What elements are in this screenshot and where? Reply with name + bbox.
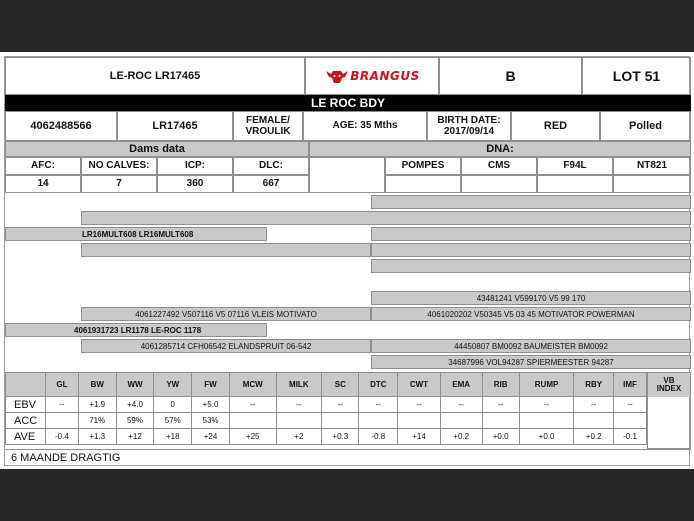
acc-row-label: ACC [6, 413, 46, 429]
ave-cell: +2 [276, 429, 322, 445]
birth-date: BIRTH DATE: 2017/09/14 [427, 111, 511, 141]
dams-label-calves: NO CALVES: [81, 157, 157, 175]
dna-value-f94l [537, 175, 613, 193]
bull-head-icon [324, 67, 350, 85]
ebv-cell: -- [574, 397, 614, 413]
sire: LR16MULT608 LR16MULT608 [5, 227, 267, 241]
pedigree-empty-cell [371, 243, 691, 257]
acc-cell: 53% [192, 413, 230, 429]
ave-cell: +25 [229, 429, 276, 445]
sex: FEMALE/ VROULIK [233, 111, 303, 141]
great-grand-dam-2: 34687996 VOL94287 SPIERMEESTER 94287 [371, 355, 691, 369]
registration-number: 4062488566 [5, 111, 117, 141]
ebv-cell: 0 [154, 397, 192, 413]
ebv-cell: -- [398, 397, 441, 413]
ebv-header-cell: WW [116, 373, 154, 397]
acc-cell: 57% [154, 413, 192, 429]
acc-cell [614, 413, 647, 429]
dna-value-cms [461, 175, 537, 193]
grade-letter: B [439, 57, 582, 95]
ebv-cell: -- [276, 397, 322, 413]
ebv-cell: -- [614, 397, 647, 413]
ebv-header-cell: RUMP [519, 373, 574, 397]
ebv-header-cell: RIB [482, 373, 519, 397]
ebv-header-cell: EMA [440, 373, 482, 397]
ave-cell: +14 [398, 429, 441, 445]
dna-label-nt821: NT821 [613, 157, 691, 175]
ave-cell: +0.0 [519, 429, 574, 445]
acc-cell: 59% [116, 413, 154, 429]
ebv-header-cell: FW [192, 373, 230, 397]
acc-cell [229, 413, 276, 429]
acc-cell [440, 413, 482, 429]
ave-cell: +12 [116, 429, 154, 445]
dna-value-pompes [385, 175, 461, 193]
acc-cell [519, 413, 574, 429]
ebv-cell: +5.0 [192, 397, 230, 413]
ebv-header-cell: GL [46, 373, 79, 397]
ebv-header-cell: DTC [359, 373, 398, 397]
lot-card [4, 56, 690, 466]
dams-value-afc: 14 [5, 175, 81, 193]
ebv-header-cell: YW [154, 373, 192, 397]
acc-row [6, 413, 647, 429]
acc-cell [322, 413, 359, 429]
ebv-header-cell: MCW [229, 373, 276, 397]
pedigree-empty-cell [371, 227, 691, 241]
ebv-cell: -- [519, 397, 574, 413]
age: AGE: 35 Mths [303, 111, 427, 141]
ebv-cell: -- [229, 397, 276, 413]
dams-value-icp: 360 [157, 175, 233, 193]
acc-cell [398, 413, 441, 429]
ebv-row-label: EBV [6, 397, 46, 413]
ebv-header-row [6, 373, 647, 397]
dna-blank-cell [309, 157, 385, 193]
top-dark-band [0, 0, 694, 52]
ave-cell: +0.2 [574, 429, 614, 445]
great-grand-sire-2: 4061020202 V50345 V5 03 45 MOTIVATOR POWERMAN [371, 307, 691, 321]
ebv-cell: -- [322, 397, 359, 413]
dna-title: DNA: [309, 141, 691, 157]
pedigree-empty-cell [371, 259, 691, 273]
animal-name-bar: LE ROC BDY [5, 95, 691, 111]
ave-cell: +18 [154, 429, 192, 445]
dams-label-dlc: DLC: [233, 157, 309, 175]
dam-sire-sire: 4061227492 V507116 V5 07116 VLEIS MOTIVATO [81, 307, 371, 321]
acc-cell: 71% [78, 413, 116, 429]
acc-cell [276, 413, 322, 429]
ebv-cell: -- [440, 397, 482, 413]
acc-cell [359, 413, 398, 429]
acc-cell [482, 413, 519, 429]
pedigree-empty-cell [371, 195, 691, 209]
ebv-cell: +1.9 [78, 397, 116, 413]
ebv-cell: +4.0 [116, 397, 154, 413]
ebv-header-cell [6, 373, 46, 397]
ebv-cell: -- [46, 397, 79, 413]
ebv-header-cell: IMF [614, 373, 647, 397]
vb-index-column [647, 372, 691, 449]
ebv-row [6, 397, 647, 413]
ebv-cell: -- [359, 397, 398, 413]
dams-label-afc: AFC: [5, 157, 81, 175]
ave-cell: +0.3 [322, 429, 359, 445]
acc-cell [46, 413, 79, 429]
ebv-header-cell: RBY [574, 373, 614, 397]
ave-row [6, 429, 647, 445]
ave-cell: +0.2 [440, 429, 482, 445]
brangus-logo [305, 57, 439, 95]
ave-cell: -0.4 [46, 429, 79, 445]
acc-cell [574, 413, 614, 429]
ebv-header-cell: MILK [276, 373, 322, 397]
great-grand-dam-1: 44450807 BM0092 BAUMEISTER BM0092 [371, 339, 691, 353]
dna-label-pompes: POMPES [385, 157, 461, 175]
ave-cell: +0.0 [482, 429, 519, 445]
color: RED [511, 111, 600, 141]
ebv-cell: -- [482, 397, 519, 413]
animal-code: LR17465 [117, 111, 233, 141]
pregnancy-note: 6 MAANDE DRAGTIG [5, 449, 691, 466]
ebv-header-cell: SC [322, 373, 359, 397]
horn-status: Polled [600, 111, 691, 141]
bottom-dark-band [0, 469, 694, 521]
dam-sire: 4061285714 CFH06542 ELANDSPRUIT 06-542 [81, 339, 371, 353]
ebv-table [5, 372, 647, 445]
lot-number: LOT 51 [582, 57, 691, 95]
dna-value-nt821 [613, 175, 691, 193]
ave-row-label: AVE [6, 429, 46, 445]
great-grand-sire-1: 43481241 V599170 V5 99 170 [371, 291, 691, 305]
ave-cell: +24 [192, 429, 230, 445]
ave-cell: -0.8 [359, 429, 398, 445]
dams-data-title: Dams data [5, 141, 309, 157]
ave-cell: -0.1 [614, 429, 647, 445]
ebv-header-cell: CWT [398, 373, 441, 397]
animal-id: LE-ROC LR17465 [5, 57, 305, 95]
dams-value-dlc: 667 [233, 175, 309, 193]
ebv-header-cell: BW [78, 373, 116, 397]
dna-label-cms: CMS [461, 157, 537, 175]
dna-label-f94l: F94L [537, 157, 613, 175]
dams-value-calves: 7 [81, 175, 157, 193]
dams-label-icp: ICP: [157, 157, 233, 175]
logo-text: BRANGUS [350, 69, 420, 83]
pedigree-empty-cell [81, 211, 691, 225]
vb-index-header: VB INDEX [648, 373, 690, 397]
dam: 4061931723 LR1178 LE-ROC 1178 [5, 323, 267, 337]
ave-cell: +1.3 [78, 429, 116, 445]
pedigree-empty-cell [81, 243, 371, 257]
